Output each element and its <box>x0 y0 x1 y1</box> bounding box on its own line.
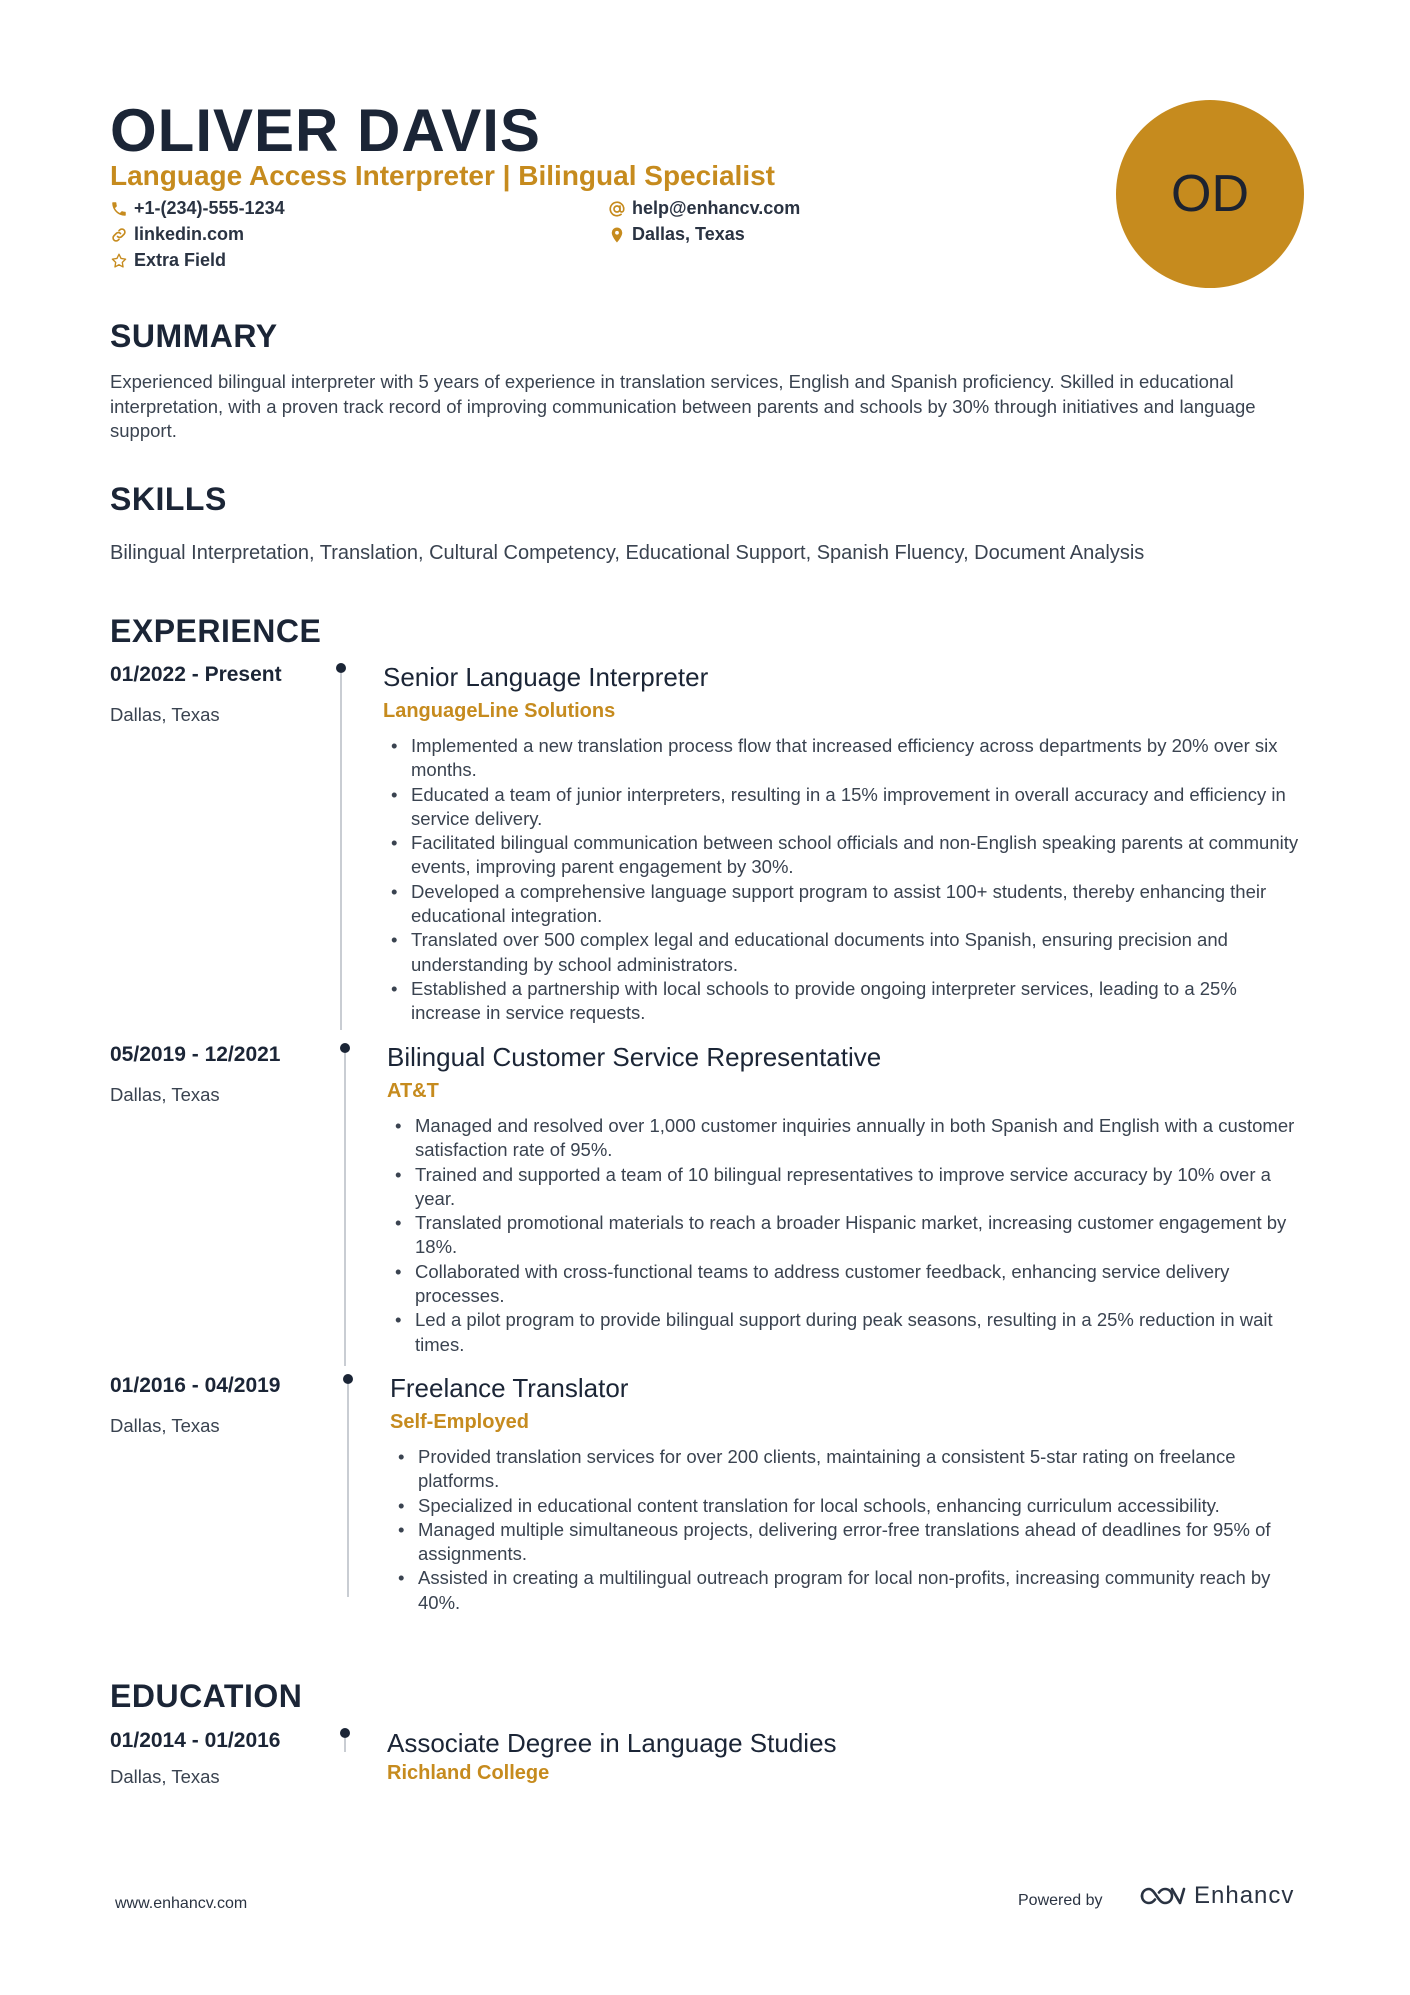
linkedin-text: linkedin.com <box>134 224 245 244</box>
avatar <box>1116 100 1304 288</box>
extra-field-text: Extra Field <box>134 250 227 270</box>
footer-brand-name: Enhancv <box>1194 1882 1295 1909</box>
bullet-item: • Established a partnership with local schools to provide ongoing interpreter services, leading to a 25% increase in service requests. <box>383 977 1303 1026</box>
entry-location: Dallas, Texas <box>110 1766 220 1787</box>
entry-bullets <box>390 1445 1310 1615</box>
bullet-item: • Provided translation services for over 200 clients, maintaining a consistent 5-star rating on freelance platforms. <box>390 1445 1310 1494</box>
timeline-dot <box>336 663 346 673</box>
bullet-item: • Trained and supported a team of 10 bilingual representatives to improve service accuracy by 10% over a year. <box>387 1163 1307 1212</box>
enhancv-logo-icon <box>1138 1883 1186 1909</box>
timeline-line <box>344 1053 346 1366</box>
skills-heading: SKILLS <box>110 481 227 517</box>
experience-heading: EXPERIENCE <box>110 613 322 649</box>
entry-title: Freelance Translator <box>390 1373 629 1403</box>
bullet-item: • Managed multiple simultaneous projects, delivering error-free translations ahead of deadlines for 95% of assignments. <box>390 1518 1310 1567</box>
entry-location: Dallas, Texas <box>110 1084 220 1105</box>
bullet-item: • Collaborated with cross-functional teams to address customer feedback, enhancing service delivery processes. <box>387 1260 1307 1309</box>
timeline-dot <box>340 1728 350 1738</box>
entry-school: Richland College <box>387 1762 550 1784</box>
entry-company: AT&T <box>387 1080 439 1102</box>
contact-email[interactable] <box>608 198 800 219</box>
link-icon <box>110 226 128 244</box>
bullet-item: • Managed and resolved over 1,000 customer inquiries annually in both Spanish and English with a customer satisfaction rate of 95%. <box>387 1114 1307 1163</box>
timeline-dot <box>340 1043 350 1053</box>
footer-brand-logo[interactable] <box>1138 1882 1294 1910</box>
phone-text: +1-(234)-555-1234 <box>134 198 285 218</box>
bullet-item: • Facilitated bilingual communication between school officials and non-English speaking parents at community events, improving parent engagement by 30%. <box>383 831 1303 880</box>
avatar-initials: OD <box>1171 165 1249 223</box>
timeline-line <box>344 1738 346 1752</box>
contact-location <box>608 224 745 245</box>
entry-dates: 01/2014 - 01/2016 <box>110 1729 281 1752</box>
education-heading: EDUCATION <box>110 1678 303 1714</box>
contact-linkedin[interactable] <box>110 224 244 245</box>
bullet-item: • Led a pilot program to provide bilingual support during peak seasons, resulting in a 25% reduction in wait times. <box>387 1308 1307 1357</box>
timeline-line <box>340 673 342 1030</box>
entry-title: Associate Degree in Language Studies <box>387 1728 837 1758</box>
timeline-line <box>347 1384 349 1597</box>
bullet-item: • Translated promotional materials to reach a broader Hispanic market, increasing customer engagement by 18%. <box>387 1211 1307 1260</box>
candidate-headline: Language Access Interpreter | Bilingual Specialist <box>110 160 775 191</box>
summary-heading: SUMMARY <box>110 318 278 354</box>
phone-icon <box>110 200 128 218</box>
contact-extra <box>110 250 226 271</box>
footer-website[interactable]: www.enhancv.com <box>115 1895 248 1912</box>
entry-dates: 05/2019 - 12/2021 <box>110 1043 281 1066</box>
summary-text: Experienced bilingual interpreter with 5 years of experience in translation services, English and Spanish proficiency. Skilled in educational interpretation, with a proven track record of improving communication between parents and schools by 30% through initiatives and language support. <box>110 371 1256 441</box>
entry-company: Self-Employed <box>390 1411 529 1433</box>
entry-title: Senior Language Interpreter <box>383 662 709 692</box>
bullet-item: • Implemented a new translation process flow that increased efficiency across departments by 20% over six months. <box>383 734 1303 783</box>
map-pin-icon <box>608 226 626 244</box>
bullet-item: • Educated a team of junior interpreters, resulting in a 15% improvement in overall accuracy and efficiency in service delivery. <box>383 783 1303 832</box>
entry-location: Dallas, Texas <box>110 704 220 725</box>
contact-phone[interactable] <box>110 198 285 219</box>
at-sign-icon <box>608 200 626 218</box>
bullet-item: • Translated over 500 complex legal and educational documents into Spanish, ensuring precision and understanding by school administrators. <box>383 928 1303 977</box>
entry-title: Bilingual Customer Service Representative <box>387 1042 882 1072</box>
entry-location: Dallas, Texas <box>110 1415 220 1436</box>
email-text: help@enhancv.com <box>632 198 801 218</box>
timeline-dot <box>343 1374 353 1384</box>
star-icon <box>110 252 128 270</box>
skills-text: Bilingual Interpretation, Translation, Cultural Competency, Educational Support, Spanish Fluency, Document Analysis <box>110 542 1145 564</box>
bullet-item: • Assisted in creating a multilingual outreach program for local non-profits, increasing community reach by 40%. <box>390 1566 1310 1615</box>
entry-bullets <box>383 734 1303 1026</box>
entry-dates: 01/2022 - Present <box>110 663 282 686</box>
candidate-name: OLIVER DAVIS <box>110 97 541 164</box>
entry-dates: 01/2016 - 04/2019 <box>110 1374 281 1397</box>
entry-company: LanguageLine Solutions <box>383 700 616 722</box>
bullet-item: • Developed a comprehensive language support program to assist 100+ students, thereby enhancing their educational integration. <box>383 880 1303 929</box>
entry-bullets <box>387 1114 1307 1357</box>
location-text: Dallas, Texas <box>632 224 745 244</box>
footer-powered-by: Powered by <box>1018 1892 1103 1909</box>
bullet-item: • Specialized in educational content translation for local schools, enhancing curriculum accessibility. <box>390 1494 1310 1518</box>
